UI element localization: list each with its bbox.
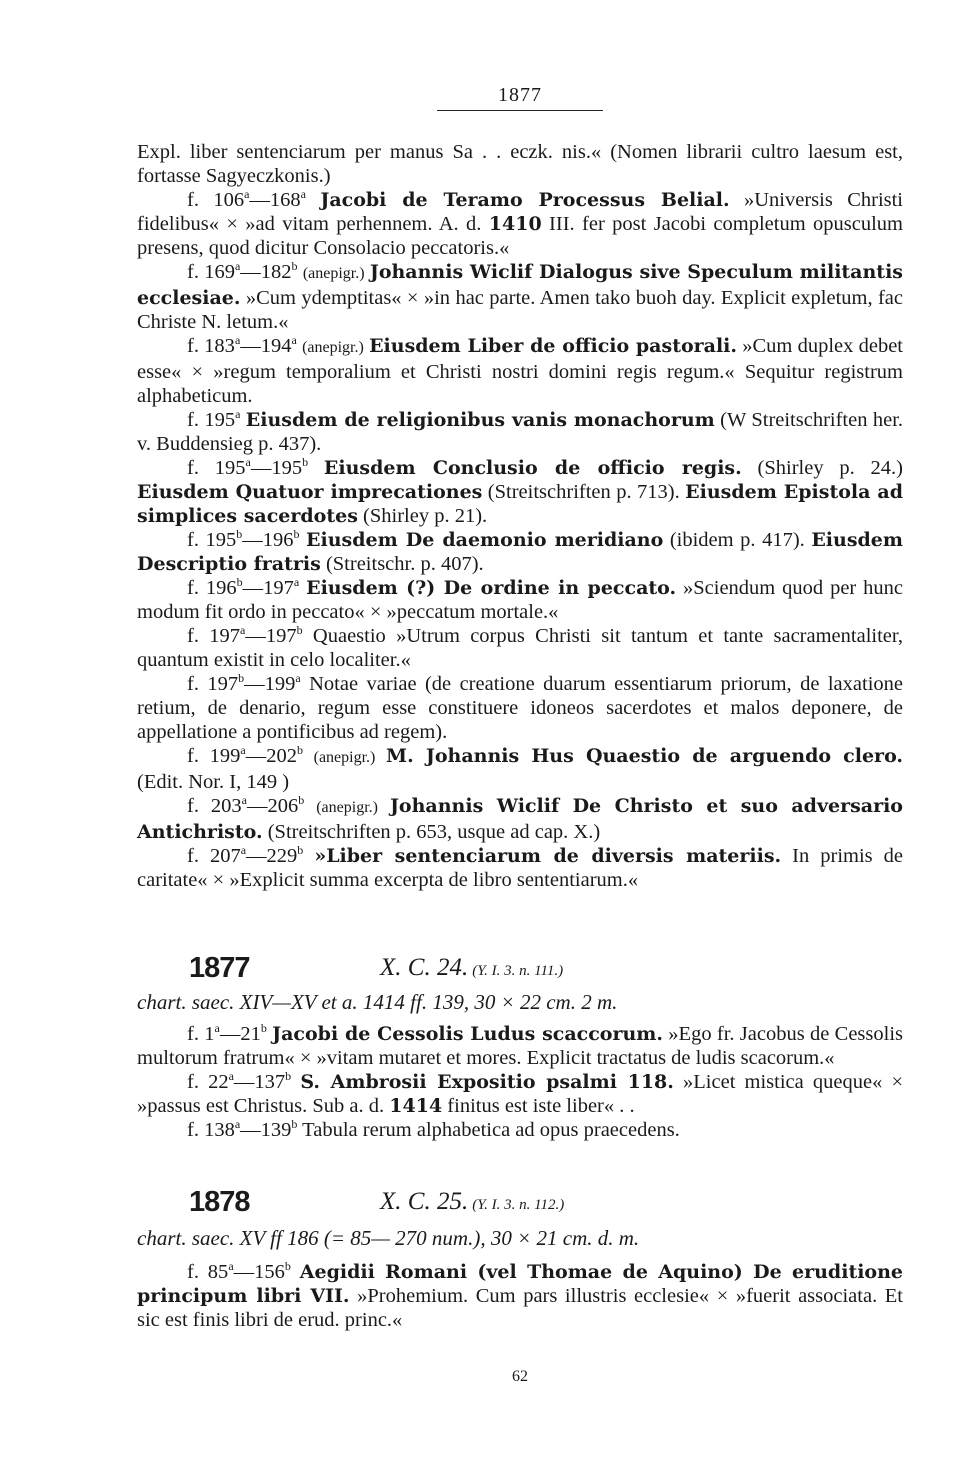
entry-heading-1878 [137,1186,903,1226]
shelfmark: X. C. 24. (Y. I. 3. n. 111.) [380,954,564,981]
entry-heading-1877 [137,952,903,992]
entry-number: 1877 [189,952,250,984]
item-22a: f. 22$^a$—137$^b$ S. Ambrosii Expositio psalmi 118. »Licet mistica queque« × »passus est Christus. Sub a. d. 1414 finitus est iste liber« . . [137,1069,904,1117]
explicit-line: Expl. liber sentenciarum per manus Sa . . eczk. nis.« (Nomen librarii cultro laesum est, fortasse Sagyeczkonis.) [137,141,903,187]
entry-1877-items [137,1022,903,1142]
entry-number: 1878 [189,1186,250,1218]
item-195a-195b: f. 195$^a$—195$^b$ Eiusdem Conclusio de officio regis. (Shirley p. 24.) Eiusdem Quatuor imprecationes (Streitschriften p. 713). Eiusdem Epistola ad simplices sacerdotes (Shirley p. 21). [137,455,903,527]
item-196b: f. 196$^b$—197$^a$ Eiusdem (?) De ordine in peccato. »Sciendum quod per hunc modum fit ordo in peccato« × »peccatum mortale.« [137,575,903,623]
item-1a: f. 1$^a$—21$^b$ Jacobi de Cessolis Ludus scaccorum. »Ego fr. Jacobus de Cessolis multorum fratrum« × »vitam mutaret et mores. Explicit tractatus de ludis scacorum.« [137,1021,903,1069]
item-183a: f. 183$^a$—194$^a$ (anepigr.) Eiusdem Liber de officio pastorali. »Cum duplex debet esse« × »regum temporalium et Christi nostri domini regis regum.« Sequitur registrum alphabeticum. [137,333,904,407]
page-number: 62 [512,1368,528,1385]
continuation-text [137,140,903,892]
entry-1878-items [137,1260,903,1332]
physical-description: chart. saec. XV ff 186 (= 85— 270 num.), 30 × 21 cm. d. m. [137,1226,640,1250]
item-199a: f. 199$^a$—202$^b$ (anepigr.) M. Johannis Hus Quaestio de arguendo clero. (Edit. Nor. I, 149 ) [137,743,904,793]
item-195a: f. 195$^a$ Eiusdem de religionibus vanis monachorum (W Streitschriften her. v. Buddensieg p. 437). [137,407,904,455]
shelfmark: X. C. 25. (Y. I. 3. n. 112.) [380,1188,565,1215]
physical-description: chart. saec. XIV—XV et a. 1414 ff. 139, 30 × 22 cm. 2 m. [137,990,618,1014]
item-207a: f. 207$^a$—229$^b$ »Liber sentenciarum de diversis materiis. In primis de caritate« × »Explicit summa excerpta de libro sententiarum.« [137,843,903,891]
item-85a: f. 85$^a$—156$^b$ Aegidii Romani (vel Thomae de Aquino) De eruditione principum libri VII. »Prohemium. Cum pars illustris ecclesie« × »fuerit associata. Et sic est finis libri de erud. princ.« [137,1259,904,1331]
item-138a: f. 138$^a$—139$^b$ Tabula rerum alphabetica ad opus praecedens. [187,1117,680,1141]
item-203a: f. 203$^a$—206$^b$ (anepigr.) Johannis Wiclif De Christo et suo adversario Antichristo. (Streitschriften p. 653, usque ad cap. X.) [137,793,903,843]
item-197b: f. 197$^b$—199$^a$ Notae variae (de creatione duarum essentiarum priorum, de laxatione retium, de denario, regum esse constituere idoneos sacerdotes et malos deponere, de appellatione a pontificibus ad regem). [137,671,903,743]
item-195b: f. 195$^b$—196$^b$ Eiusdem De daemonio meridiano (ibidem p. 417). Eiusdem Descriptio fratris (Streitschr. p. 407). [137,527,904,575]
item-106a: f. 106$^a$—168$^a$ Jacobi de Teramo Processus Belial. »Universis Christi fidelibus« × »ad vitam perhennem. A. d. 1410 III. fer post Jacobi completum opusculum presens, quod dicitur Consolacio peccatoris.« [137,187,904,259]
running-header: 1877 [437,84,603,111]
item-197a: f. 197$^a$—197$^b$ Quaestio »Utrum corpus Christi sit tantum et tante sacramentaliter, quantum existit in celo localiter.« [137,623,904,671]
old-signature: (Y. I. 3. n. 112.) [472,1197,565,1213]
item-169a: f. 169$^a$—182$^b$ (anepigr.) Johannis Wiclif Dialogus sive Speculum militantis ecclesiae. »Cum ydemptitas« × »in hac parte. Amen tako buoh day. Explicit expletum, fac Christe N. letum.« [137,259,904,333]
old-signature: (Y. I. 3. n. 111.) [472,963,564,979]
